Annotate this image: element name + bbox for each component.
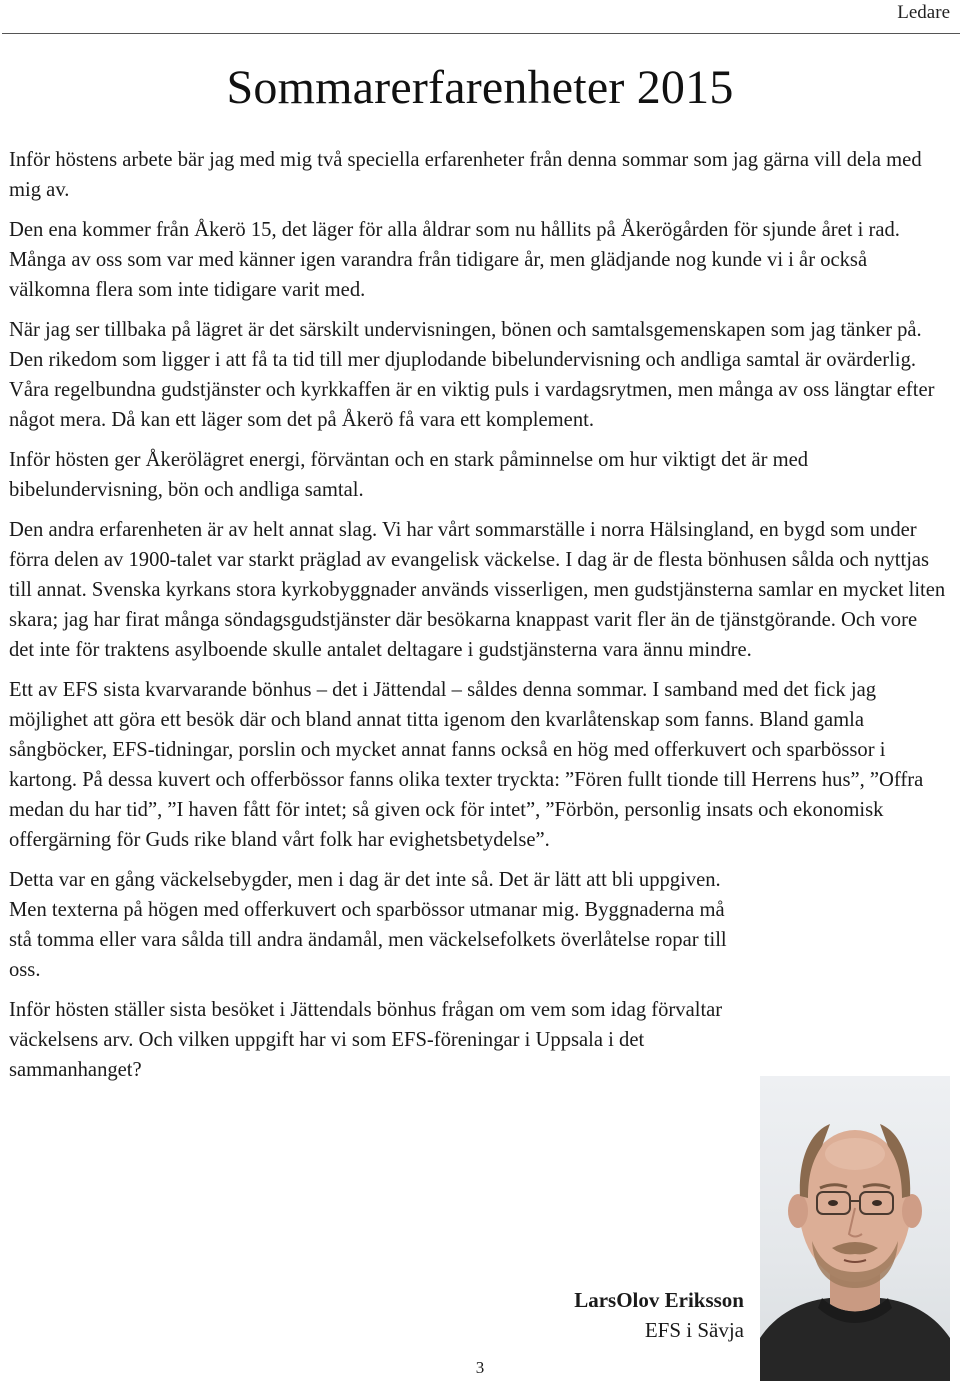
paragraph-akero: Den ena kommer från Åkerö 15, det läger för alla åldrar som nu hållits på Åkerögården för sjunde året i rad. Många av oss som var med känner igen varandra från tidigare år, men glädjande nog kunde vi i år också välkomna flera som inte tidigare varit med. — [9, 219, 900, 301]
section-label: Ledare — [897, 2, 950, 23]
paragraph-jattendal: Ett av EFS sista kvarvarande bönhus – det i Jättendal – såldes denna sommar. I samband med det fick jag möjlighet att göra ett besök där och bland annat titta igenom den kvarlåtenskap som fanns. Bland gamla sångböcker, EFS-tidningar, porslin och mycket annat fanns också en hög med offerkuvert och sparbössor i kartong. På dessa kuvert och offerbössor fanns olika texter tryckta: ”Fören fullt tionde till Herrens hus”, ”Offra medan du har tid”, ”I haven fått för intet; så given ock för intet”, ”Förbön, personlig insats och ekonomisk offergärning för Guds rike bland vårt folk har evighetsbetydelse”. — [9, 679, 924, 851]
paragraph-arv: Inför hösten ställer sista besöket i Jättendals bönhus frågan om vem som idag förvaltar väckelsens arv. Och vilken uppgift har vi som EFS-föreningar i Uppsala i det sammanhanget? — [9, 999, 723, 1081]
portrait-illustration — [760, 1076, 950, 1381]
paragraph-texterna: Men texterna på högen med offerkuvert och sparbössor utmanar mig. Byggnaderna må stå tomma eller vara sålda till andra ändamål, men väckelsefolkets överlåtelse ropar till oss. — [9, 899, 727, 981]
article-title: Sommarerfarenheter 2015 — [226, 61, 734, 114]
author-photo — [760, 1076, 950, 1381]
paragraph-hosten: Inför hösten ger Åkerölägret energi, förväntan och en stark påminnelse om hur viktigt det är med bibelundervisning, bön och andliga samtal. — [9, 449, 809, 501]
paragraph-lager: När jag ser tillbaka på lägret är det särskilt undervisningen, bönen och samtalsgemenskapen som jag tänker på. Den rikedom som ligger i att få ta tid till mer djuplodande bibelundervisning och andliga samtal är ovärderlig. Våra regelbundna gudstjänster och kyrkkaffen är en viktig puls i vardagsrytmen, men många av oss längtar efter något mera. Då kan ett läger som det på Åkerö få vara ett komplement. — [9, 319, 935, 431]
paragraph-vackelsebygder: Detta var en gång väckelsebygder, men i dag är det inte så. Det är lätt att bli uppgiven. — [9, 869, 721, 891]
header-rule — [2, 33, 960, 34]
paragraph-halsingland: Den andra erfarenheten är av helt annat slag. Vi har vårt sommarställe i norra Hälsingland, en bygd som under förra delen av 1900-talet var starkt präglad av evangelisk väckelse. I dag är de flesta bönhusen sålda och nyttjas till annat. Svenska kyrkans stora kyrkobyggnader används visserligen, men gudstjänsterna samlar en mycket liten skara; jag har firat många söndagsgudstjänster där besökarna knappast varit fler än de tjänstgörande. Och vore det inte för traktens asylboende skulle antalet deltagare i gudstjänsterna vara ännu mindre. — [9, 519, 946, 661]
paragraph-intro: Inför höstens arbete bär jag med mig två speciella erfarenheter från denna sommar som jag gärna vill dela med mig av. — [9, 149, 922, 201]
author-name: LarsOlov Eriksson — [574, 1288, 744, 1312]
article-body — [9, 145, 947, 1095]
page-number: 3 — [475, 1358, 485, 1377]
signature-block — [574, 1285, 744, 1345]
author-organization: EFS i Sävja — [644, 1318, 744, 1342]
